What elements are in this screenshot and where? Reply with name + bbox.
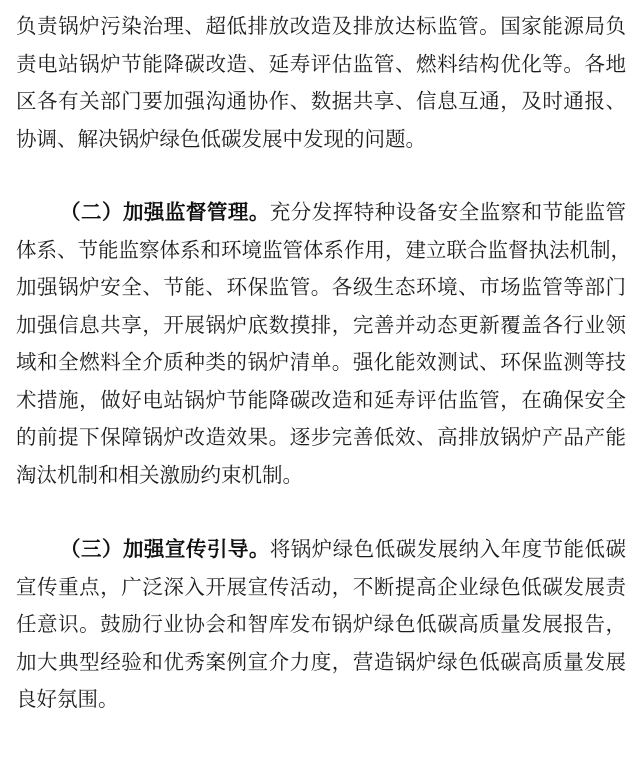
- text-line: 加强信息共享，开展锅炉底数摸排，完善并动态更新覆盖各行业领: [16, 312, 626, 337]
- text-line: 区各有关部门要加强沟通协作、数据共享、信息互通，及时通报、: [16, 89, 626, 113]
- text-line: 任意识。鼓励行业协会和智库发布锅炉绿色低碳高质量发展报告，: [16, 612, 626, 636]
- text-line: 淘汰机制和相关激励约束机制。: [16, 462, 303, 487]
- text-line: 的前提下保障锅炉改造效果。逐步完善低效、高排放锅炉产品产能: [16, 425, 626, 449]
- text-line: [16, 531, 626, 569]
- text-line: 域和全燃料全介质种类的锅炉清单。强化能效测试、环保监测等技: [16, 350, 626, 374]
- text-run: 充分发挥特种设备安全监察和节能监管: [269, 200, 627, 224]
- text-line: 加强锅炉安全、节能、环保监管。各级生态环境、市场监管等部门: [16, 275, 626, 299]
- text-line: 协调、解决锅炉绿色低碳发展中发现的问题。: [16, 126, 426, 151]
- text-line: 加大典型经验和优秀案例宣介力度，营造锅炉绿色低碳高质量发展: [16, 649, 626, 674]
- text-line: 宣传重点，广泛深入开展宣传活动，不断提高企业绿色低碳发展责: [16, 574, 626, 599]
- text-line: 体系、节能监察体系和环境监管体系作用，建立联合监督执法机制，: [16, 237, 631, 262]
- section-heading: （二）加强监督管理。: [60, 200, 270, 224]
- text-line: 负责锅炉污染治理、超低排放改造及排放达标监管。国家能源局负: [16, 14, 626, 38]
- text-run: 将锅炉绿色低碳发展纳入年度节能低碳: [269, 537, 627, 561]
- paragraph-coordination: [16, 8, 626, 158]
- paragraph-supervision: [16, 194, 631, 494]
- section-heading: （三）加强宣传引导。: [60, 537, 270, 561]
- text-line: 良好氛围。: [16, 687, 119, 711]
- paragraph-publicity: [16, 531, 626, 719]
- text-line: 责电站锅炉节能降碳改造、延寿评估监管、燃料结构优化等。各地: [16, 51, 626, 76]
- text-line: [16, 194, 626, 232]
- text-line: 术措施，做好电站锅炉节能降碳改造和延寿评估监管，在确保安全: [16, 387, 626, 412]
